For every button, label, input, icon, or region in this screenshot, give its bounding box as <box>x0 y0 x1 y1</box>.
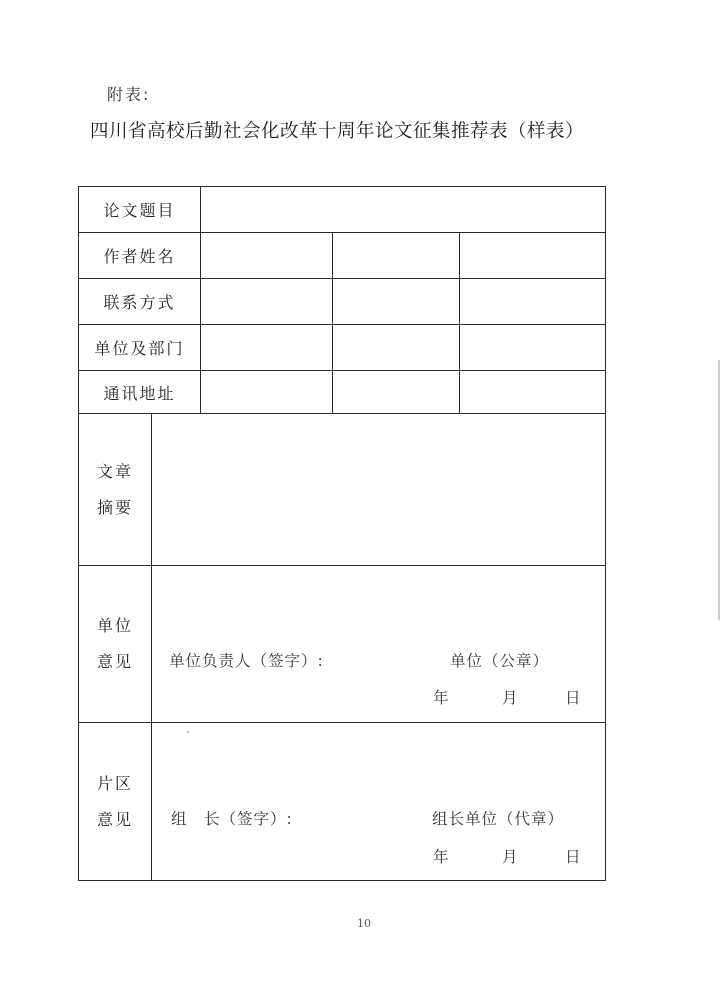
recommendation-form <box>78 186 606 881</box>
district-date-month: 月 <box>502 848 519 866</box>
unit-date-year: 年 <box>433 689 450 707</box>
unit-dept-field-1[interactable] <box>201 325 333 371</box>
annex-label: 附表: <box>107 85 151 104</box>
scan-edge-shadow <box>718 360 720 620</box>
abstract-field[interactable] <box>152 414 606 566</box>
district-opinion-label-line-2: 意见 <box>96 809 133 829</box>
author-name-field-3[interactable] <box>460 233 606 279</box>
stray-mark: ` <box>186 731 191 742</box>
paper-title-label: 论文题目 <box>78 186 201 233</box>
unit-opinion-label <box>78 566 152 723</box>
abstract-label-line-2: 摘要 <box>96 497 133 517</box>
address-field-1[interactable] <box>201 371 333 414</box>
contact-field-3[interactable] <box>460 279 606 325</box>
page-number: 10 <box>357 917 371 930</box>
unit-seal-label: 单位（公章） <box>450 652 550 670</box>
district-opinion-label-line-1: 片区 <box>96 773 133 793</box>
unit-opinion-label-line-1: 单位 <box>96 616 133 635</box>
district-opinion-label <box>78 723 152 881</box>
abstract-label <box>78 414 152 566</box>
unit-date-day: 日 <box>565 689 582 707</box>
unit-dept-field-2[interactable] <box>333 325 460 371</box>
unit-dept-field-3[interactable] <box>460 325 606 371</box>
contact-field-2[interactable] <box>333 279 460 325</box>
address-field-2[interactable] <box>333 371 460 414</box>
contact-field-1[interactable] <box>201 279 333 325</box>
district-seal-label: 组长单位（代章） <box>432 810 565 828</box>
abstract-label-line-1: 文章 <box>96 461 133 481</box>
unit-date-month: 月 <box>502 689 519 707</box>
district-date-year: 年 <box>433 848 450 866</box>
address-label: 通讯地址 <box>78 371 201 414</box>
address-field-3[interactable] <box>460 371 606 414</box>
contact-label: 联系方式 <box>78 279 201 325</box>
unit-opinion-field[interactable] <box>152 566 606 723</box>
unit-dept-label: 单位及部门 <box>78 325 201 371</box>
unit-signer-label: 单位负责人（签字）: <box>169 652 324 670</box>
unit-opinion-label-line-2: 意见 <box>96 652 133 671</box>
author-name-field-1[interactable] <box>201 233 333 279</box>
author-name-label: 作者姓名 <box>78 233 201 279</box>
author-name-field-2[interactable] <box>333 233 460 279</box>
district-date-day: 日 <box>565 848 582 866</box>
document-title: 四川省高校后勤社会化改革十周年论文征集推荐表（样表） <box>90 121 585 142</box>
district-signer-label: 组 长（签字）: <box>171 810 293 828</box>
district-opinion-field[interactable] <box>152 723 606 881</box>
paper-title-field[interactable] <box>201 186 606 233</box>
